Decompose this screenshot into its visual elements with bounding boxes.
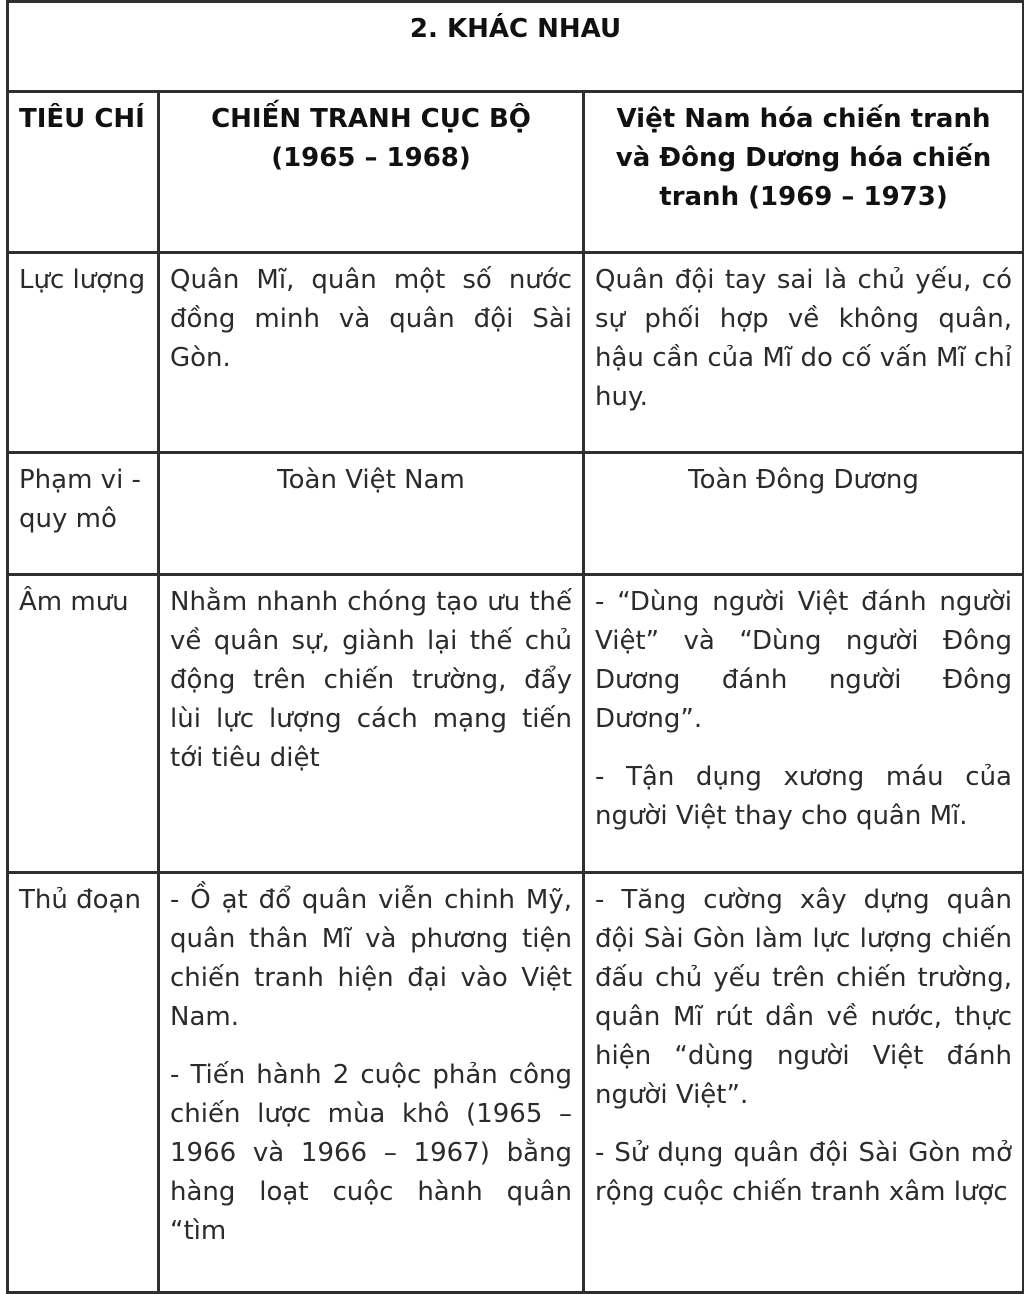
- vietnamization-cell: [584, 253, 1024, 453]
- table-title: 2. KHÁC NHAU: [8, 2, 1024, 92]
- header-local-war: CHIẾN TRANH CỤC BỘ (1965 – 1968): [159, 92, 584, 253]
- local-war-cell: [159, 575, 584, 873]
- cell-paragraph: - Tận dụng xương máu của người Việt thay cho quân Mĩ.: [595, 762, 1012, 831]
- criterion-cell: Thủ đoạn: [8, 873, 159, 1293]
- table-row: [8, 453, 1024, 575]
- header-criterion: TIÊU CHÍ: [8, 92, 159, 253]
- comparison-table: [6, 0, 1024, 1294]
- cell-paragraph: - Ồ ạt đổ quân viễn chinh Mỹ, quân thân Mĩ và phương tiện chiến tranh hiện đại vào Việt Nam.: [170, 885, 572, 1032]
- header-row: [8, 92, 1024, 253]
- local-war-cell: [159, 453, 584, 575]
- cell-paragraph: Toàn Đông Dương: [688, 465, 919, 495]
- table-row: [8, 253, 1024, 453]
- vietnamization-cell: [584, 575, 1024, 873]
- criterion-cell: Phạm vi - quy mô: [8, 453, 159, 575]
- criterion-cell: Lực lượng: [8, 253, 159, 453]
- cell-paragraph: - Sử dụng quân đội Sài Gòn mở rộng cuộc chiến tranh xâm lược: [595, 1138, 1012, 1207]
- cell-paragraph: Quân Mĩ, quân một số nước đồng minh và quân đội Sài Gòn.: [170, 265, 572, 373]
- cell-paragraph: Nhằm nhanh chóng tạo ưu thế về quân sự, giành lại thế chủ động trên chiến trường, đẩy lùi lực lượng cách mạng tiến tới tiêu diệt: [170, 587, 572, 773]
- header-vietnamization: Việt Nam hóa chiến tranh và Đông Dương hóa chiến tranh (1969 – 1973): [584, 92, 1024, 253]
- criterion-cell: Âm mưu: [8, 575, 159, 873]
- vietnamization-cell: [584, 453, 1024, 575]
- cell-paragraph: Quân đội tay sai là chủ yếu, có sự phối hợp về không quân, hậu cần của Mĩ do cố vấn Mĩ chỉ huy.: [595, 265, 1012, 412]
- title-row: [8, 2, 1024, 92]
- vietnamization-cell: [584, 873, 1024, 1293]
- cell-paragraph: - Tăng cường xây dựng quân đội Sài Gòn làm lực lượng chiến đấu chủ yếu trên chiến trường, quân Mĩ rút dần về nước, thực hiện “dùng người Việt đánh người Việt”.: [595, 885, 1012, 1110]
- local-war-cell: [159, 253, 584, 453]
- table-row: [8, 873, 1024, 1293]
- cell-paragraph: - “Dùng người Việt đánh người Việt” và “Dùng người Đông Dương đánh người Đông Dương”.: [595, 587, 1012, 734]
- cell-paragraph: Toàn Việt Nam: [277, 465, 465, 495]
- cell-paragraph: - Tiến hành 2 cuộc phản công chiến lược mùa khô (1965 – 1966 và 1966 – 1967) bằng hàng loạt cuộc hành quân “tìm: [170, 1060, 572, 1246]
- table-row: [8, 575, 1024, 873]
- local-war-cell: [159, 873, 584, 1293]
